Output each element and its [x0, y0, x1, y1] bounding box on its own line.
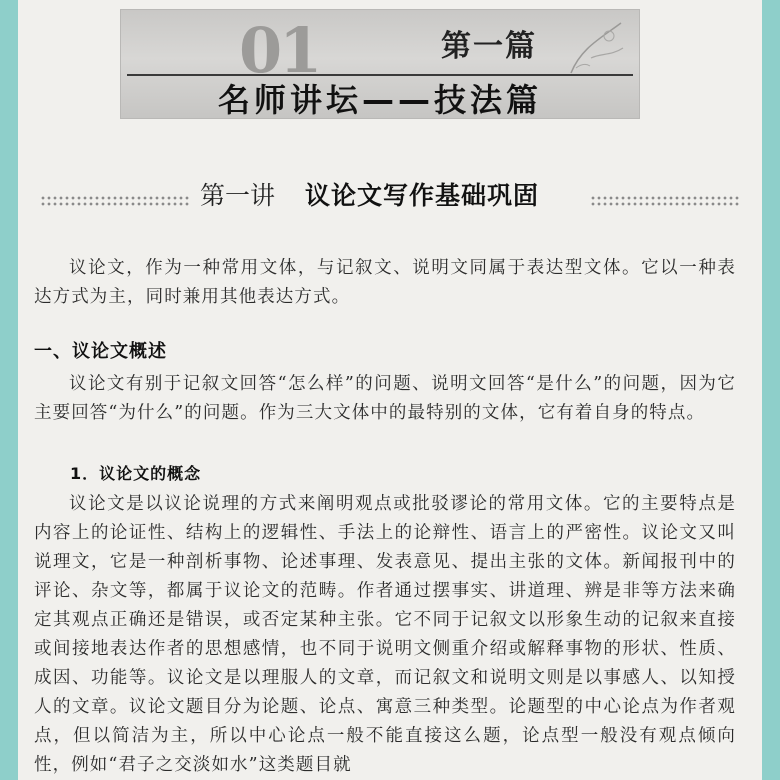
lecture-label: 第一讲 — [200, 181, 276, 210]
intro-text: 议论文，作为一种常用文体，与记叙文、说明文同属于表达型文体。它以一种表达方式为主，同时兼用其他表达方式。 — [34, 258, 736, 307]
book-page — [18, 0, 762, 780]
subsection-text: 议论文是以议论说理的方式来阐明观点或批驳谬论的常用文体。它的主要特点是内容上的论证性、结构上的逻辑性、手法上的论辩性、语言上的严密性。议论文又叫说理文，它是一种剖析事物、论述事理、发表意见、提出主张的文体。新闻报刊中的评论、杂文等，都属于议论文的范畴。作者通过摆事实、讲道理、辨是非等方法来确定其观点正确还是错误，或否定某种主张。它不同于记叙文以形象生动的记叙来直接或间接地表达作者的思想感情，也不同于说明文侧重介绍或解释事物的形状、性质、成因、功能等。议论文是以理服人的文章，而记叙文和说明文则是以事感人、以知授人的文章。议论文题目分为论题、论点、寓意三种类型。论题型的中心论点为作者观点，但以简洁为主，所以中心论点一般不能直接这么题，论点型一般没有观点倾向性，例如“君子之交淡如水”这类题目就 — [34, 494, 736, 775]
banner-divider — [127, 74, 633, 76]
lecture-title: 议论文写作基础巩固 — [305, 181, 540, 210]
dotted-ornament-left — [40, 195, 190, 207]
subsection-heading: 1．议论文的概念 — [70, 464, 202, 483]
intro-paragraph — [34, 254, 736, 312]
subsection-paragraph — [34, 490, 736, 780]
part-title: 第一篇 — [441, 29, 537, 64]
chapter-number: 01 — [239, 14, 320, 87]
section-heading: 一、议论文概述 — [34, 341, 167, 362]
chapter-banner — [120, 9, 640, 119]
section-paragraph — [34, 370, 736, 428]
section-text: 议论文有别于记叙文回答“怎么样”的问题、说明文回答“是什么”的问题，因为它主要回答“为什么”的问题。作为三大文体中的最特别的文体，它有着自身的特点。 — [34, 374, 736, 423]
dotted-ornament-right — [590, 195, 740, 207]
lecture-heading — [18, 177, 762, 217]
banner-title: 名师讲坛——技法篇 — [217, 81, 542, 119]
decorative-flourish-icon — [561, 18, 631, 78]
